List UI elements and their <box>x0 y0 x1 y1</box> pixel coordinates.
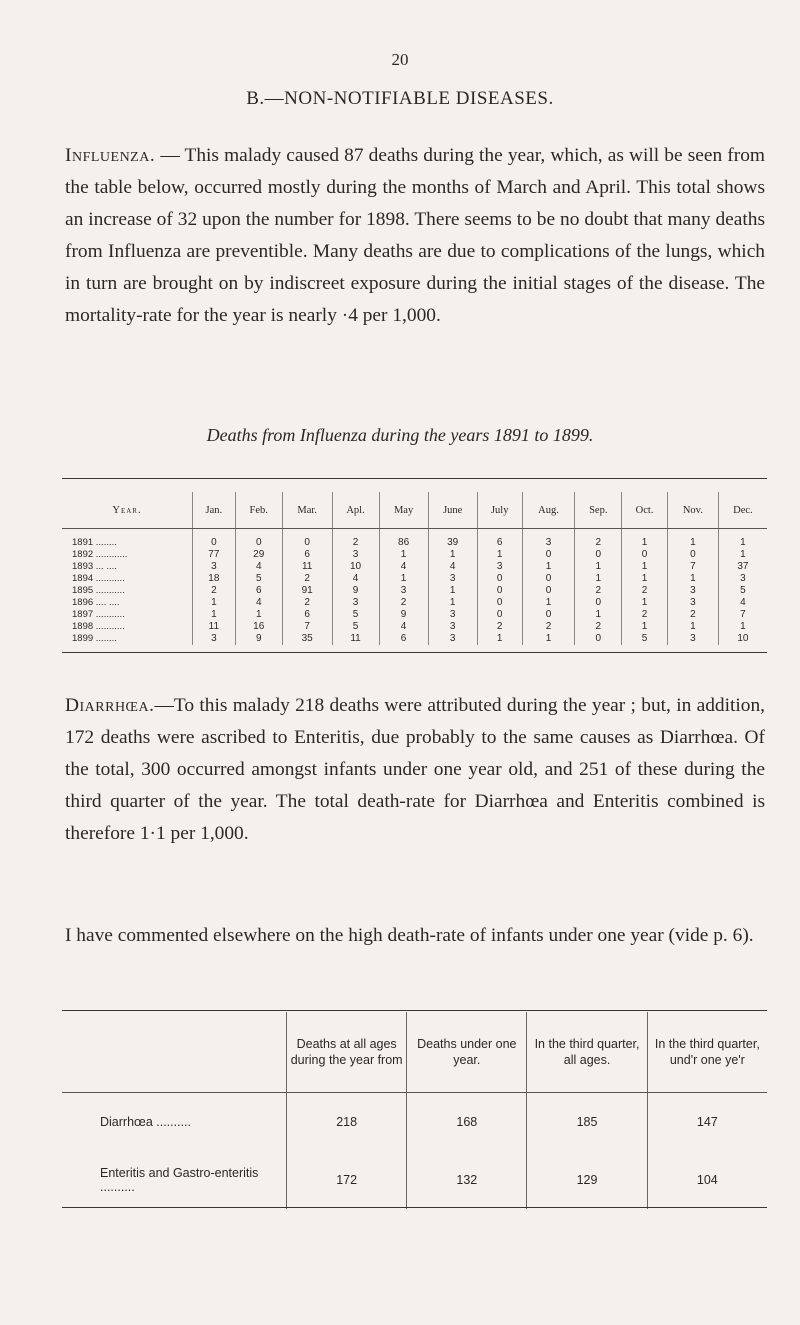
dia-col-header: In the third quarter, all ages. <box>527 1012 647 1093</box>
col-header: Year. <box>62 492 193 529</box>
dia-col-header: Deaths at all ages during the year from <box>287 1012 407 1093</box>
count-cell: 10 <box>718 633 767 645</box>
count-cell: 4 <box>332 573 379 585</box>
count-cell: 1 <box>522 561 575 573</box>
count-cell: 86 <box>379 529 428 550</box>
count-cell: 6 <box>477 529 522 550</box>
count-cell: 1 <box>575 561 622 573</box>
count-cell: 0 <box>622 549 668 561</box>
count-cell: 2 <box>575 585 622 597</box>
count-cell: 39 <box>428 529 477 550</box>
comment-paragraph: I have commented elsewhere on the high death-rate of infants under one year (vide p. 6). <box>65 925 754 946</box>
table-row <box>62 585 767 597</box>
year-cell: 1899 ........ <box>72 633 117 644</box>
deaths-cell: 185 <box>527 1093 647 1152</box>
dia-table-bottom-rule <box>62 1207 767 1208</box>
count-cell: 0 <box>522 573 575 585</box>
count-cell: 1 <box>667 573 718 585</box>
table-row <box>62 573 767 585</box>
count-cell: 2 <box>575 621 622 633</box>
count-cell: 0 <box>575 633 622 645</box>
count-cell: 1 <box>477 549 522 561</box>
count-cell: 4 <box>379 621 428 633</box>
count-cell: 10 <box>332 561 379 573</box>
count-cell: 5 <box>718 585 767 597</box>
count-cell: 2 <box>332 529 379 550</box>
year-cell: 1893 ... .... <box>72 561 117 572</box>
count-cell: 2 <box>575 529 622 550</box>
count-cell: 91 <box>282 585 332 597</box>
count-cell: 1 <box>379 573 428 585</box>
col-header: June <box>428 492 477 529</box>
year-cell: 1891 ........ <box>72 537 117 548</box>
deaths-cell: 168 <box>407 1093 527 1152</box>
table-row <box>62 597 767 609</box>
table-row <box>62 1151 767 1209</box>
deaths-cell: 104 <box>647 1151 767 1209</box>
count-cell: 7 <box>718 609 767 621</box>
diarrhoea-lead: Diarrhœa. <box>65 695 155 716</box>
count-cell: 2 <box>282 573 332 585</box>
count-cell: 1 <box>622 573 668 585</box>
count-cell: 0 <box>575 549 622 561</box>
count-cell: 9 <box>332 585 379 597</box>
count-cell: 5 <box>332 609 379 621</box>
year-cell: 1895 ........... <box>72 585 125 596</box>
count-cell: 5 <box>622 633 668 645</box>
count-cell: 9 <box>379 609 428 621</box>
count-cell: 2 <box>477 621 522 633</box>
count-cell: 6 <box>379 633 428 645</box>
count-cell: 3 <box>477 561 522 573</box>
count-cell: 11 <box>282 561 332 573</box>
count-cell: 37 <box>718 561 767 573</box>
year-cell: 1898 ........... <box>72 621 125 632</box>
diarrhoea-table <box>62 1012 767 1209</box>
count-cell: 4 <box>718 597 767 609</box>
count-cell: 0 <box>522 585 575 597</box>
count-cell: 1 <box>193 609 236 621</box>
count-cell: 7 <box>667 561 718 573</box>
table-row <box>62 529 767 550</box>
count-cell: 3 <box>428 633 477 645</box>
count-cell: 9 <box>235 633 282 645</box>
count-cell: 5 <box>235 573 282 585</box>
deaths-cell: 132 <box>407 1151 527 1209</box>
count-cell: 1 <box>575 573 622 585</box>
table-row <box>62 1093 767 1152</box>
count-cell: 1 <box>667 529 718 550</box>
year-cell: 1896 .... .... <box>72 597 120 608</box>
count-cell: 1 <box>428 549 477 561</box>
count-cell: 1 <box>235 609 282 621</box>
table-top-rule <box>62 478 767 479</box>
count-cell: 1 <box>428 585 477 597</box>
table-row <box>62 549 767 561</box>
disease-label: Diarrhœa .......... <box>100 1115 191 1129</box>
year-cell: 1894 ........... <box>72 573 125 584</box>
count-cell: 1 <box>575 609 622 621</box>
table-row <box>62 621 767 633</box>
count-cell: 1 <box>622 621 668 633</box>
col-header: Feb. <box>235 492 282 529</box>
count-cell: 0 <box>477 609 522 621</box>
count-cell: 0 <box>575 597 622 609</box>
count-cell: 3 <box>522 529 575 550</box>
deaths-cell: 147 <box>647 1093 767 1152</box>
count-cell: 2 <box>667 609 718 621</box>
count-cell: 2 <box>522 621 575 633</box>
count-cell: 1 <box>379 549 428 561</box>
count-cell: 0 <box>477 597 522 609</box>
col-header: Oct. <box>622 492 668 529</box>
deaths-cell: 218 <box>287 1093 407 1152</box>
count-cell: 18 <box>193 573 236 585</box>
diarrhoea-paragraph <box>65 690 765 850</box>
col-header: Jan. <box>193 492 236 529</box>
year-cell: 1892 ............ <box>72 549 128 560</box>
count-cell: 1 <box>718 621 767 633</box>
col-header: Mar. <box>282 492 332 529</box>
count-cell: 1 <box>522 633 575 645</box>
count-cell: 3 <box>667 585 718 597</box>
col-header: Aug. <box>522 492 575 529</box>
count-cell: 3 <box>428 621 477 633</box>
count-cell: 4 <box>235 561 282 573</box>
count-cell: 1 <box>522 597 575 609</box>
dia-table-top-rule <box>62 1010 767 1011</box>
count-cell: 4 <box>235 597 282 609</box>
deaths-cell: 129 <box>527 1151 647 1209</box>
count-cell: 2 <box>622 609 668 621</box>
col-header: Dec. <box>718 492 767 529</box>
deaths-cell: 172 <box>287 1151 407 1209</box>
page-number: 20 <box>391 50 409 69</box>
count-cell: 3 <box>428 573 477 585</box>
count-cell: 2 <box>379 597 428 609</box>
count-cell: 2 <box>622 585 668 597</box>
count-cell: 0 <box>282 529 332 550</box>
count-cell: 1 <box>667 621 718 633</box>
col-header: May <box>379 492 428 529</box>
count-cell: 0 <box>522 609 575 621</box>
count-cell: 0 <box>522 549 575 561</box>
count-cell: 1 <box>428 597 477 609</box>
influenza-lead: Influenza. <box>65 145 156 166</box>
col-header: Nov. <box>667 492 718 529</box>
disease-label: Enteritis and Gastro-enteritis .......... <box>100 1166 259 1194</box>
count-cell: 11 <box>332 633 379 645</box>
section-heading: B.—NON-NOTIFIABLE DISEASES. <box>246 88 554 109</box>
count-cell: 1 <box>718 529 767 550</box>
count-cell: 3 <box>428 609 477 621</box>
count-cell: 4 <box>428 561 477 573</box>
count-cell: 6 <box>235 585 282 597</box>
count-cell: 3 <box>667 597 718 609</box>
dia-col-header <box>62 1012 287 1093</box>
influenza-text: — This malady caused 87 deaths during the year, which, as will be seen from the table below, occurred mostly during the months of March and April. This total shows an increase of 32 upon the number for 1898. There seems to be no doubt that many deaths from Influenza are preventible. Many deaths are due to complications of the lungs, which in turn are brought on by indiscreet exposure during the initial stages of the disease. The mortality-rate for the year is nearly ·4 per 1,000. <box>65 145 765 326</box>
count-cell: 4 <box>379 561 428 573</box>
count-cell: 1 <box>718 549 767 561</box>
count-cell: 1 <box>622 561 668 573</box>
dia-col-header: Deaths under one year. <box>407 1012 527 1093</box>
count-cell: 3 <box>667 633 718 645</box>
year-cell: 1897 ........... <box>72 609 125 620</box>
count-cell: 5 <box>332 621 379 633</box>
influenza-table-header <box>62 492 767 529</box>
table-row <box>62 561 767 573</box>
count-cell: 3 <box>193 633 236 645</box>
count-cell: 0 <box>235 529 282 550</box>
count-cell: 77 <box>193 549 236 561</box>
count-cell: 0 <box>477 573 522 585</box>
count-cell: 0 <box>193 529 236 550</box>
table-row <box>62 633 767 645</box>
count-cell: 29 <box>235 549 282 561</box>
count-cell: 3 <box>193 561 236 573</box>
influenza-table <box>62 492 767 645</box>
diarrhoea-text: —To this malady 218 deaths were attributed during the year ; but, in addition, 172 deaths were ascribed to Enteritis, due probably to the same causes as Diarrhœa. Of the total, 300 occurred amongst infants under one year old, and 251 of these during the third quarter of the year. The total death-rate for Diarrhœa and Enteritis combined is therefore 1·1 per 1,000. <box>65 695 765 844</box>
count-cell: 6 <box>282 549 332 561</box>
count-cell: 35 <box>282 633 332 645</box>
count-cell: 0 <box>477 585 522 597</box>
col-header: July <box>477 492 522 529</box>
count-cell: 3 <box>718 573 767 585</box>
count-cell: 3 <box>379 585 428 597</box>
col-header: Apl. <box>332 492 379 529</box>
count-cell: 1 <box>622 597 668 609</box>
count-cell: 1 <box>477 633 522 645</box>
count-cell: 1 <box>193 597 236 609</box>
count-cell: 11 <box>193 621 236 633</box>
count-cell: 0 <box>667 549 718 561</box>
count-cell: 3 <box>332 549 379 561</box>
count-cell: 1 <box>622 529 668 550</box>
col-header: Sep. <box>575 492 622 529</box>
dia-table-header <box>62 1012 767 1093</box>
count-cell: 16 <box>235 621 282 633</box>
count-cell: 7 <box>282 621 332 633</box>
influenza-paragraph <box>65 140 765 332</box>
dia-col-header: In the third quarter, und'r one ye'r <box>647 1012 767 1093</box>
count-cell: 2 <box>282 597 332 609</box>
count-cell: 6 <box>282 609 332 621</box>
table-row <box>62 609 767 621</box>
count-cell: 3 <box>332 597 379 609</box>
table-caption: Deaths from Influenza during the years 1891 to 1899. <box>206 425 594 445</box>
count-cell: 2 <box>193 585 236 597</box>
table-bottom-rule <box>62 652 767 653</box>
